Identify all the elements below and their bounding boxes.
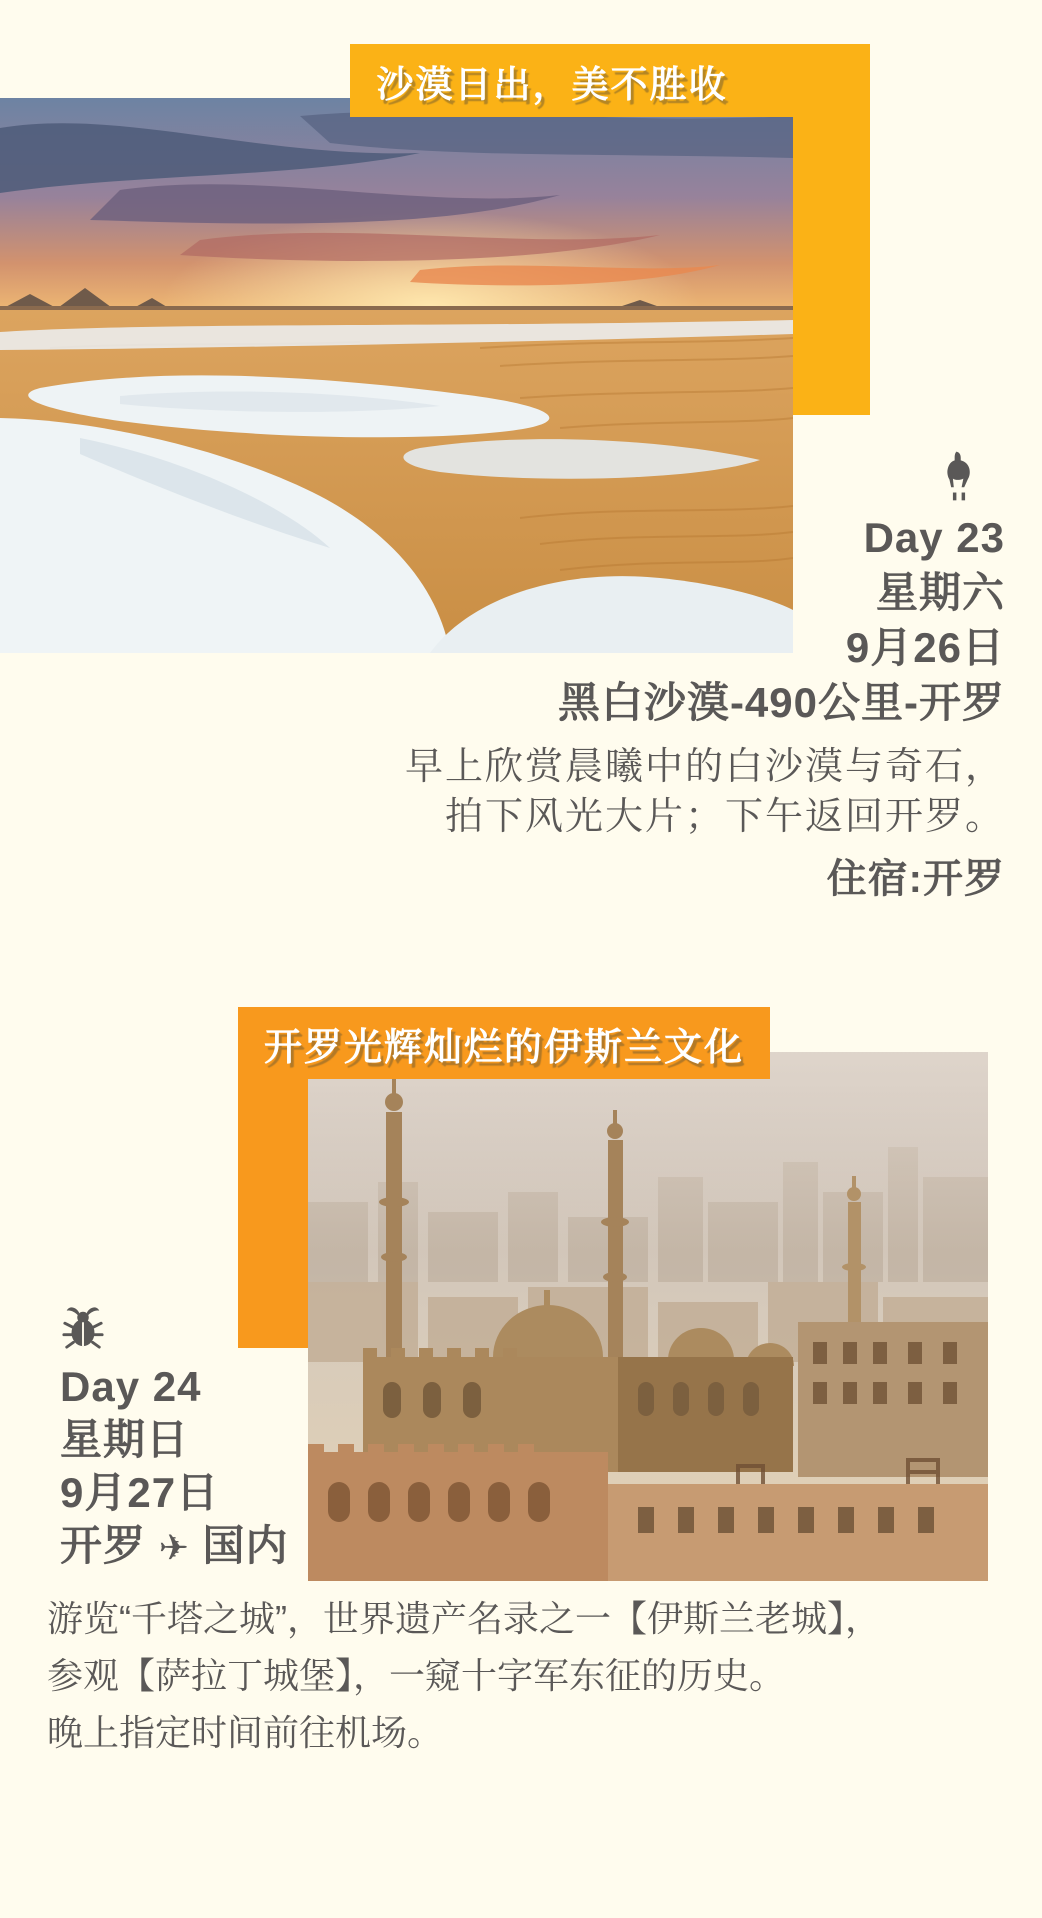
day23-desc-line-2: 拍下风光大片；下午返回开罗。: [444, 796, 1005, 838]
day24-route-from: 开罗: [60, 1522, 147, 1569]
day24-route: [47, 1519, 881, 1574]
day23-banner: [350, 44, 870, 117]
day23-date: 9月26日: [845, 624, 1005, 671]
day24-desc-line-3: 晚上指定时间前往机场。: [47, 1712, 444, 1753]
day24-info-block: [47, 1306, 881, 1761]
day24-banner-title: 开罗光辉灿烂的伊斯兰文化: [263, 1026, 744, 1069]
day24-route-to: 国内: [202, 1522, 289, 1569]
day24-label: Day 24: [60, 1363, 202, 1410]
day24-description: [47, 1590, 881, 1761]
day24-date: 9月27日: [60, 1469, 220, 1516]
day23-info-block: [405, 448, 1005, 904]
scarab-icon: [60, 1306, 106, 1350]
airplane-icon: ✈: [158, 1527, 190, 1568]
day23-weekday: 星期六: [875, 569, 1005, 616]
day24-weekday: 星期日: [60, 1416, 190, 1463]
day23-accommodation: 住宿:开罗: [826, 857, 1005, 901]
day23-banner-title: 沙漠日出，美不胜收: [376, 63, 728, 105]
day23-desc-line-1: 早上欣赏晨曦中的白沙漠与奇石，: [404, 746, 1005, 788]
day24-banner: [238, 1007, 770, 1079]
day24-desc-line-2: 参观【萨拉丁城堡】，一窥十字军东征的历史。: [47, 1655, 786, 1696]
day23-label: Day 23: [863, 514, 1005, 561]
camel-icon: [939, 448, 979, 504]
day24-desc-line-1: 游览“千塔之城”，世界遗产名录之一【伊斯兰老城】，: [47, 1598, 881, 1639]
day23-description: [405, 742, 1005, 842]
day23-route: 黑白沙漠-490公里-开罗: [557, 679, 1005, 726]
